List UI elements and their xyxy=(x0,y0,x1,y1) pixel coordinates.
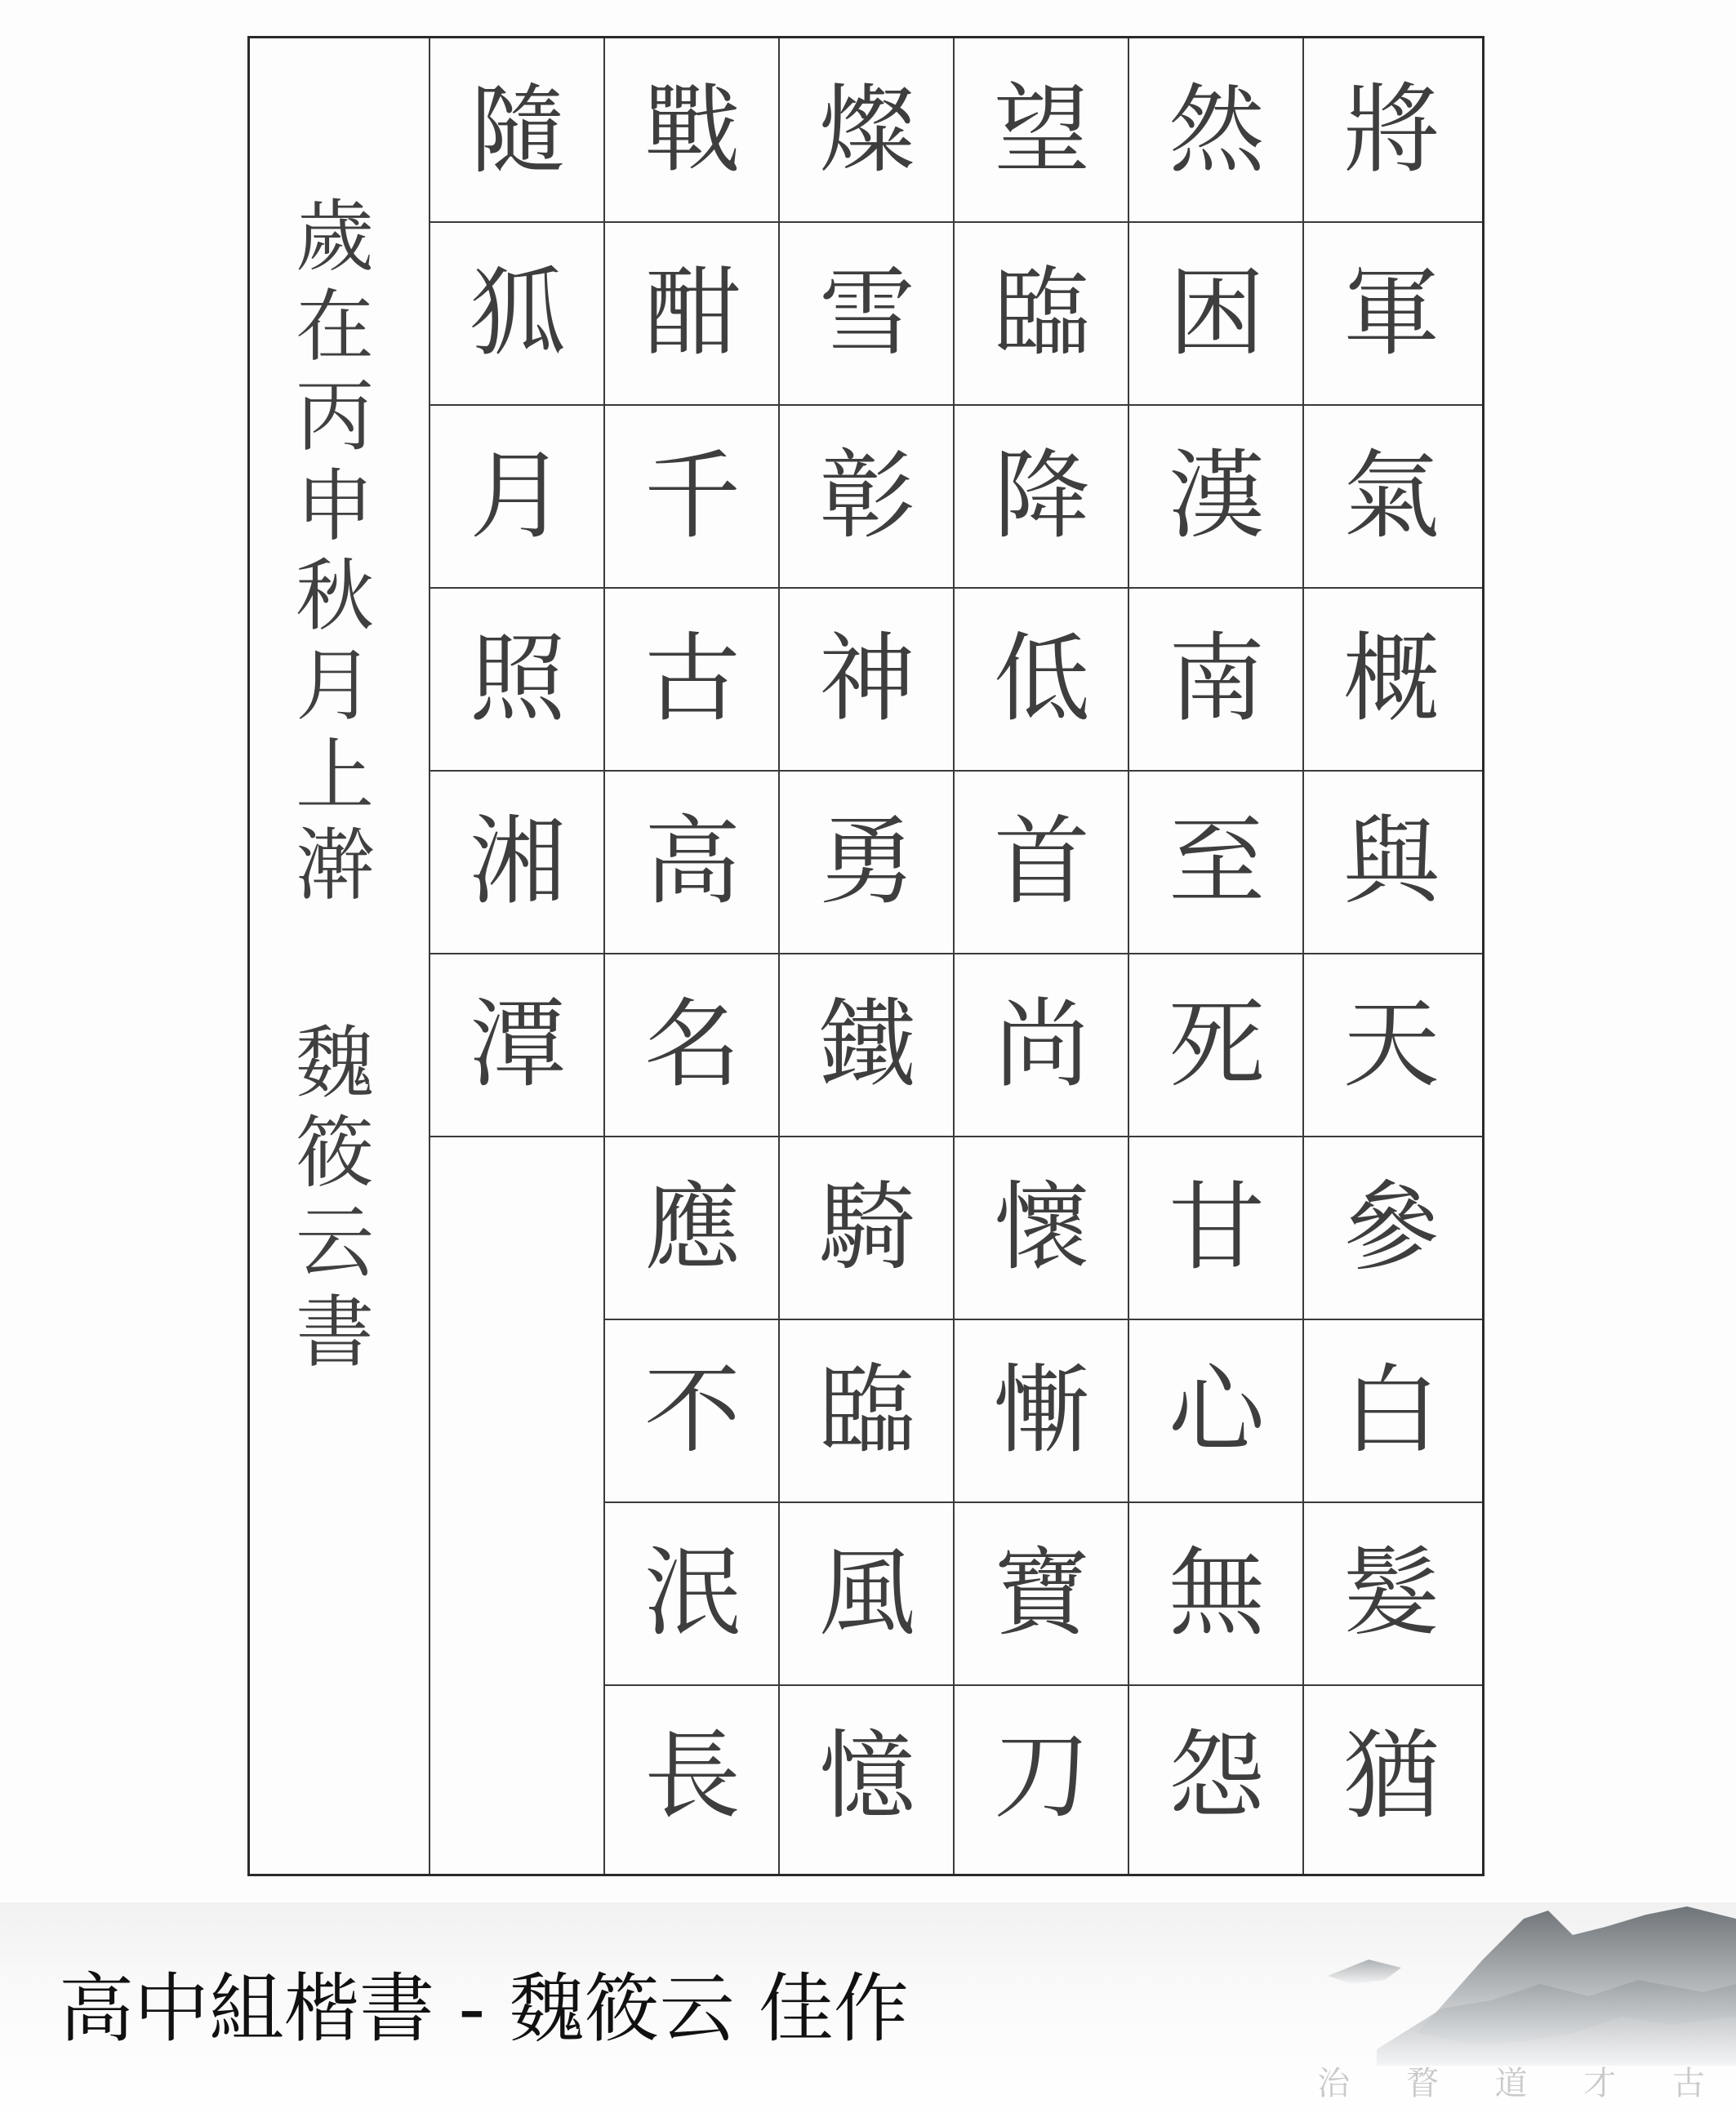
grid-char: 戰 xyxy=(643,73,741,186)
grid-char: 尚 xyxy=(993,988,1090,1101)
signature-char: 月 xyxy=(296,640,374,732)
grid-char: 將 xyxy=(1342,73,1440,186)
grid-char: 高 xyxy=(643,805,741,918)
grid-char: 長 xyxy=(643,1719,741,1832)
grid-char: 臨 xyxy=(818,1354,915,1466)
grid-char: 慚 xyxy=(993,1354,1090,1466)
grid-char: 彰 xyxy=(818,439,915,552)
signature-name-char: 云 xyxy=(296,1197,374,1288)
grid-char: 軍 xyxy=(1342,256,1440,369)
signature-name-char: 筱 xyxy=(296,1107,374,1199)
grid-char: 狐 xyxy=(469,256,566,369)
grid-char: 猶 xyxy=(1342,1719,1440,1832)
faint-background-calligraphy: 治 瞀 道 才 古 xyxy=(1317,2065,1728,2102)
signature-char: 歲 xyxy=(296,191,374,282)
grid-char: 寶 xyxy=(993,1537,1090,1649)
grid-char: 憶 xyxy=(818,1719,915,1832)
grid-char: 參 xyxy=(1342,1171,1440,1283)
grid-char: 低 xyxy=(993,622,1090,735)
grid-char: 與 xyxy=(1342,805,1440,918)
grid-char: 神 xyxy=(818,622,915,735)
grid-char: 甘 xyxy=(1168,1171,1265,1283)
grid-char: 髮 xyxy=(1342,1537,1440,1649)
grid-char: 潭 xyxy=(469,988,566,1101)
signature-char: 丙 xyxy=(296,371,374,462)
signature-char: 申 xyxy=(296,460,374,552)
grid-char: 不 xyxy=(643,1354,741,1466)
grid-char: 望 xyxy=(993,73,1090,186)
grid-char: 湘 xyxy=(469,805,566,918)
grid-char: 漢 xyxy=(1168,439,1265,552)
signature-char: 在 xyxy=(296,281,374,372)
grid-char: 千 xyxy=(643,439,741,552)
grid-char: 泯 xyxy=(643,1537,741,1649)
signature-column xyxy=(282,192,388,1377)
grid-char: 降 xyxy=(993,439,1090,552)
grid-char: 照 xyxy=(469,622,566,735)
grid-char: 至 xyxy=(1168,805,1265,918)
grid-char: 鐵 xyxy=(818,988,915,1101)
grid-char: 天 xyxy=(1342,988,1440,1101)
grid-char: 概 xyxy=(1342,622,1440,735)
grid-char: 月 xyxy=(469,439,566,552)
character-grid xyxy=(247,36,1485,1876)
grid-char: 首 xyxy=(993,805,1090,918)
grid-char: 古 xyxy=(643,622,741,735)
grid-char: 風 xyxy=(818,1537,915,1649)
grid-char: 騎 xyxy=(818,1171,915,1283)
grid-char: 懷 xyxy=(993,1171,1090,1283)
artwork-caption: 高中組楷書 - 魏筱云 佳作 xyxy=(59,1965,909,2053)
signature-char: 秋 xyxy=(296,550,374,642)
grid-char: 燦 xyxy=(818,73,915,186)
grid-char: 臨 xyxy=(993,256,1090,369)
grid-char: 死 xyxy=(1168,988,1265,1101)
signature-char: 上 xyxy=(296,730,374,821)
grid-char: 然 xyxy=(1168,73,1265,186)
grid-char: 名 xyxy=(643,988,741,1101)
signature-name-char: 魏 xyxy=(296,1017,374,1109)
grid-char: 白 xyxy=(1342,1354,1440,1466)
signature-name-char: 書 xyxy=(296,1287,374,1378)
grid-char: 心 xyxy=(1168,1354,1265,1466)
grid-char: 應 xyxy=(643,1171,741,1283)
grid-char: 南 xyxy=(1168,622,1265,735)
grid-row-line-short xyxy=(429,1136,603,1137)
grid-char: 無 xyxy=(1168,1537,1265,1649)
signature-char: 澣 xyxy=(296,820,374,911)
grid-char: 怨 xyxy=(1168,1719,1265,1832)
grid-char: 氣 xyxy=(1342,439,1440,552)
grid-char: 勇 xyxy=(818,805,915,918)
grid-char: 雪 xyxy=(818,256,915,369)
grid-char: 困 xyxy=(1168,256,1265,369)
grid-char: 酣 xyxy=(643,256,741,369)
grid-char: 刀 xyxy=(993,1719,1090,1832)
grid-char: 隨 xyxy=(469,73,566,186)
caption-banner xyxy=(0,1902,1736,2122)
